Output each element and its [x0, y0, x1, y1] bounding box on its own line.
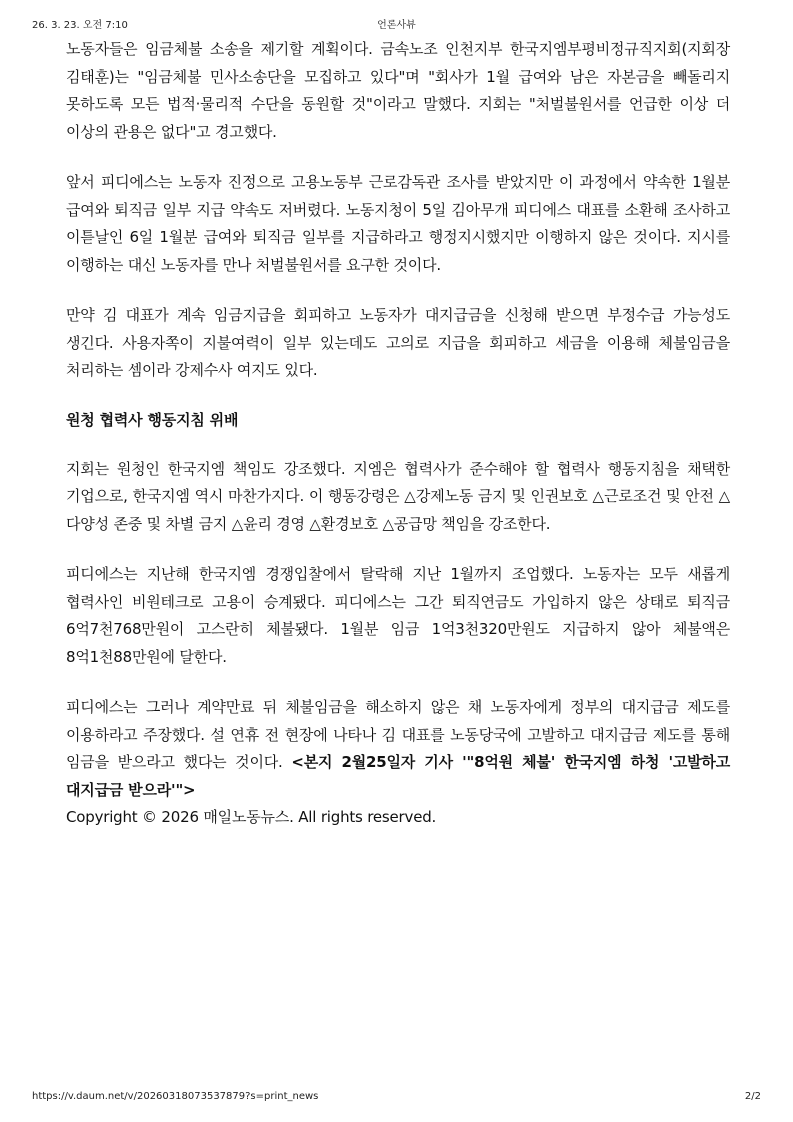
page-number: 2/2	[744, 1091, 761, 1102]
article-subheading: 원청 협력사 행동지침 위배	[66, 410, 239, 429]
print-header	[0, 16, 793, 32]
article-paragraph-5: 피디에스는 지난해 한국지엠 경쟁입찰에서 탈락해 지난 1월까지 조업했다. 노동자는 모두 새롭게 협력사인 비원테크로 고용이 승계됐다. 피디에스는 그간 퇴직연금도 가입하지 않은 상태로 퇴직금 6억7천768만원이 고스란히 체불됐다. 1월분 임금 1억3천320만원도 지급하지 않아 체불액은 8억1천88만원에 달한다.	[66, 565, 730, 666]
print-footer	[0, 1091, 793, 1105]
print-datetime: 26. 3. 23. 오전 7:10	[32, 20, 128, 31]
print-url: https://v.daum.net/v/20260318073537879?s=print_news	[32, 1091, 319, 1102]
article-paragraph-4: 지회는 원청인 한국지엠 책임도 강조했다. 지엠은 협력사가 준수해야 할 협력사 행동지침을 채택한 기업으로, 한국지엠 역시 마찬가지다. 이 행동강령은 △강제노동 금지 및 인권보호 △근로조건 및 안전 △다양성 존중 및 차별 금지 △윤리 경영 △환경보호 △공급망 책임을 강조한다.	[66, 459, 730, 533]
article-paragraph-2: 앞서 피디에스는 노동자 진정으로 고용노동부 근로감독관 조사를 받았지만 이 과정에서 약속한 1월분 급여와 퇴직금 일부 지급 약속도 저버렸다. 노동지청이 5일 김아무개 피디에스 대표를 소환해 조사하고 이튿날인 6일 1월분 급여와 퇴직금 일부를 지급하라고 행정지시했지만 이행하지 않은 것이다. 지시를 이행하는 대신 노동자를 만나 처벌불원서를 요구한 것이다.	[66, 173, 730, 274]
article-paragraph-6	[66, 694, 730, 804]
copyright-notice: Copyright © 2026 매일노동뉴스. All rights reserved.	[66, 808, 437, 826]
article-body	[66, 36, 730, 855]
related-article-link[interactable]: <본지 2월25일자 기사 '"8억원 체불' 한국지엠 하청 '고발하고 대지급금 받으라'">	[66, 753, 730, 799]
article-paragraph-1: 노동자들은 임금체불 소송을 제기할 계획이다. 금속노조 인천지부 한국지엠부평비정규직지회(지회장 김태훈)는 "임금체불 민사소송단을 모집하고 있다"며 "회사가 1월 급여와 남은 자본금을 빼돌리지 못하도록 모든 법적·물리적 수단을 동원할 것"이라고 말했다. 지회는 "처벌불원서를 언급한 이상 더 이상의 관용은 없다"고 경고했다.	[66, 40, 730, 141]
print-title: 언론사뷰	[377, 20, 416, 31]
article-paragraph-3: 만약 김 대표가 계속 임금지급을 회피하고 노동자가 대지급금을 신청해 받으면 부정수급 가능성도 생긴다. 사용자쪽이 지불여력이 일부 있는데도 고의로 지급을 회피하고 세금을 이용해 체불임금을 처리하는 셈이라 강제수사 여지도 있다.	[66, 306, 730, 379]
article-paragraph-6-text: 피디에스는 그러나 계약만료 뒤 체불임금을 해소하지 않은 채 노동자에게 정부의 대지급금 제도를 이용하라고 주장했다. 설 연휴 전 현장에 나타나 김 대표를 노동당국에 고발하고 대지급금 제도를 통해 임금을 받으라고 했다는 것이다.	[66, 698, 730, 771]
